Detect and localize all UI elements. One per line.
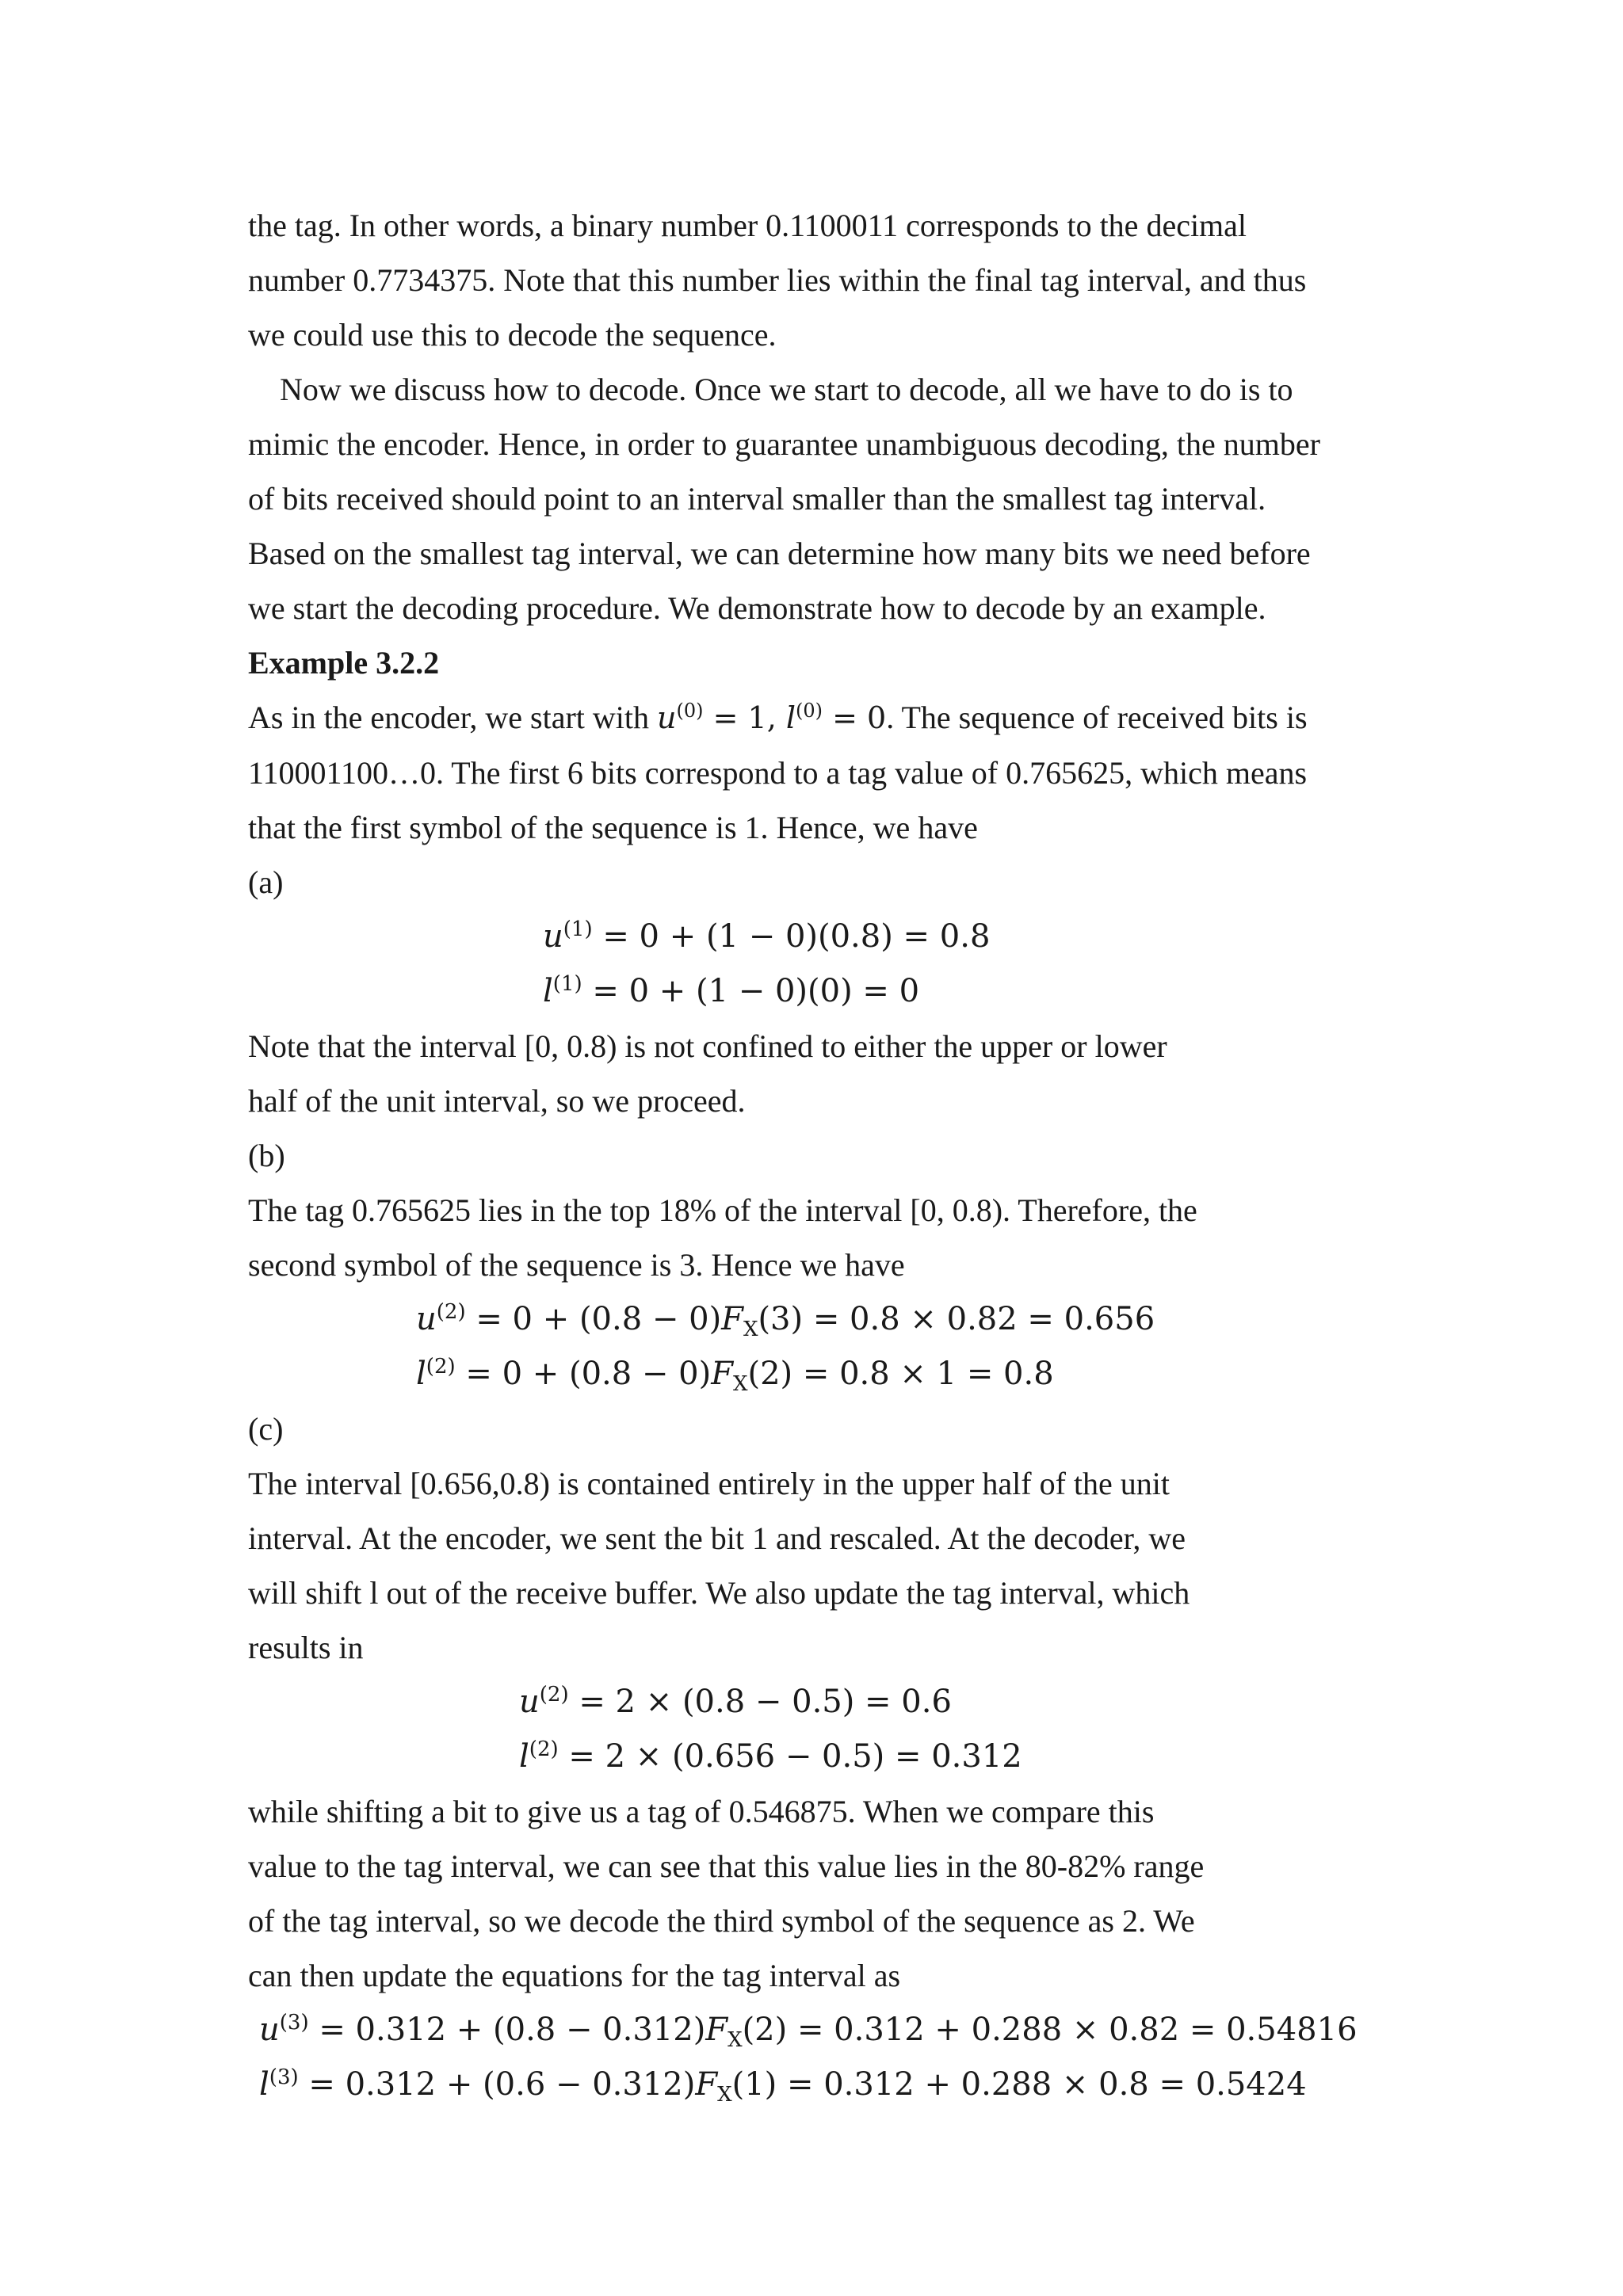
body-text-line: we could use this to decode the sequence.	[248, 317, 777, 353]
math-subscript: X	[743, 1318, 758, 1341]
body-text-line: The tag 0.765625 lies in the top 18% of the interval [0, 0.8). Therefore, the	[248, 1192, 1197, 1228]
equation-l2	[248, 1347, 1397, 1402]
body-text-line: Now we discuss how to decode. Once we start to decode, all we have to do is to	[280, 372, 1293, 407]
document-page	[248, 198, 1397, 2112]
math-var-u: u	[543, 918, 563, 955]
body-text-line: value to the tag interval, we can see that this value lies in the 80-82% range	[248, 1848, 1205, 1884]
math-superscript: (0)	[676, 700, 704, 722]
example-heading: Example 3.2.2	[248, 645, 440, 681]
math-expression: (1) = 0.312 + 0.288 × 0.8 = 0.5424	[731, 2066, 1307, 2103]
math-var-F: F	[705, 2012, 728, 2048]
math-var-u: u	[416, 1301, 437, 1337]
body-text-line: The interval [0.656,0.8) is contained entirely in the upper half of the unit	[248, 1466, 1170, 1501]
math-var-u: u	[657, 700, 677, 735]
body-text-line: results in	[248, 1630, 364, 1665]
math-superscript: (3)	[279, 2011, 309, 2035]
body-text-line: Based on the smallest tag interval, we can determine how many bits we need before	[248, 536, 1311, 571]
math-expression: = 0.312 + (0.8 − 0.312)	[308, 2012, 706, 2048]
math-expression: (2) = 0.8 × 1 = 0.8	[747, 1356, 1054, 1392]
body-text-line: mimic the encoder. Hence, in order to guarantee unambiguous decoding, the number	[248, 426, 1320, 462]
body-text-line: can then update the equations for the tag interval as	[248, 1958, 901, 1993]
math-superscript: (1)	[563, 917, 593, 941]
equation-u3	[248, 2003, 1397, 2058]
math-subscript: X	[727, 2028, 743, 2052]
body-text-line: the tag. In other words, a binary number 0.1100011 corresponds to the decimal	[248, 208, 1247, 243]
body-text-line: of the tag interval, so we decode the third symbol of the sequence as 2. We	[248, 1903, 1195, 1939]
math-expression: = 0	[823, 700, 887, 735]
math-subscript: X	[732, 1372, 748, 1396]
step-label: (c)	[248, 1411, 284, 1447]
step-label: (a)	[248, 864, 284, 900]
body-text-line: we start the decoding procedure. We demonstrate how to decode by an example.	[248, 590, 1266, 626]
math-var-F: F	[721, 1301, 743, 1337]
math-var-F: F	[711, 1356, 733, 1392]
body-text-line: half of the unit interval, so we proceed.	[248, 1083, 746, 1119]
math-subscript: X	[717, 2083, 732, 2107]
math-expression: = 1,	[703, 700, 786, 735]
equation-l3	[248, 2058, 1397, 2112]
math-expression: = 0 + (0.8 − 0)	[465, 1301, 722, 1337]
math-var-F: F	[695, 2066, 718, 2103]
body-text-line: will shift l out of the receive buffer. We also update the tag interval, which	[248, 1575, 1190, 1611]
step-label: (b)	[248, 1138, 285, 1173]
equation-l1	[248, 964, 1397, 1019]
example-start-prefix: As in the encoder, we start with	[248, 700, 658, 735]
math-superscript: (1)	[552, 972, 582, 996]
math-var-l: l	[785, 700, 796, 735]
body-text-line: second symbol of the sequence is 3. Hence we have	[248, 1247, 905, 1283]
math-superscript: (2)	[426, 1355, 456, 1379]
math-superscript: (2)	[436, 1300, 466, 1324]
math-superscript: (0)	[796, 700, 823, 722]
math-superscript: (3)	[269, 2065, 299, 2089]
body-text-line: number 0.7734375. Note that this number lies within the final tag interval, and thus	[248, 262, 1307, 298]
math-var-u: u	[259, 2012, 280, 2048]
math-superscript: (2)	[529, 1737, 559, 1761]
math-var-u: u	[519, 1684, 540, 1720]
body-text-line: while shifting a bit to give us a tag of 0.546875. When we compare this	[248, 1794, 1155, 1829]
body-text-line: Note that the interval [0, 0.8) is not confined to either the upper or lower	[248, 1028, 1167, 1064]
math-var-l: l	[519, 1738, 529, 1775]
math-expression: (3) = 0.8 × 0.82 = 0.656	[758, 1301, 1155, 1337]
math-expression: = 2 × (0.8 − 0.5) = 0.6	[568, 1684, 952, 1720]
inline-initial-conditions	[657, 700, 886, 735]
math-var-l: l	[259, 2066, 269, 2103]
equation-u2-rescaled	[248, 1675, 1397, 1730]
math-var-l: l	[416, 1356, 426, 1392]
body-text-line: interval. At the encoder, we sent the bit 1 and rescaled. At the decoder, we	[248, 1520, 1186, 1556]
equation-u2	[248, 1292, 1397, 1347]
math-expression: = 0 + (0.8 − 0)	[455, 1356, 712, 1392]
math-expression: = 0 + (1 − 0)(0) = 0	[582, 973, 920, 1009]
equation-l2-rescaled	[248, 1730, 1397, 1784]
example-start-line	[248, 690, 1397, 746]
math-superscript: (2)	[539, 1683, 569, 1707]
math-var-l: l	[543, 973, 553, 1009]
body-text-line: of bits received should point to an interval smaller than the smallest tag interval.	[248, 481, 1266, 517]
body-text-line: 110001100…0. The first 6 bits correspond to a tag value of 0.765625, which means	[248, 755, 1308, 791]
example-start-suffix: . The sequence of received bits is	[886, 700, 1308, 735]
math-expression: = 0 + (1 − 0)(0.8) = 0.8	[592, 918, 991, 955]
math-expression: = 0.312 + (0.6 − 0.312)	[298, 2066, 696, 2103]
equation-u1	[248, 910, 1397, 964]
math-expression: = 2 × (0.656 − 0.5) = 0.312	[558, 1738, 1022, 1775]
body-text-line: that the first symbol of the sequence is 1. Hence, we have	[248, 810, 978, 845]
math-expression: (2) = 0.312 + 0.288 × 0.82 = 0.54816	[742, 2012, 1358, 2048]
